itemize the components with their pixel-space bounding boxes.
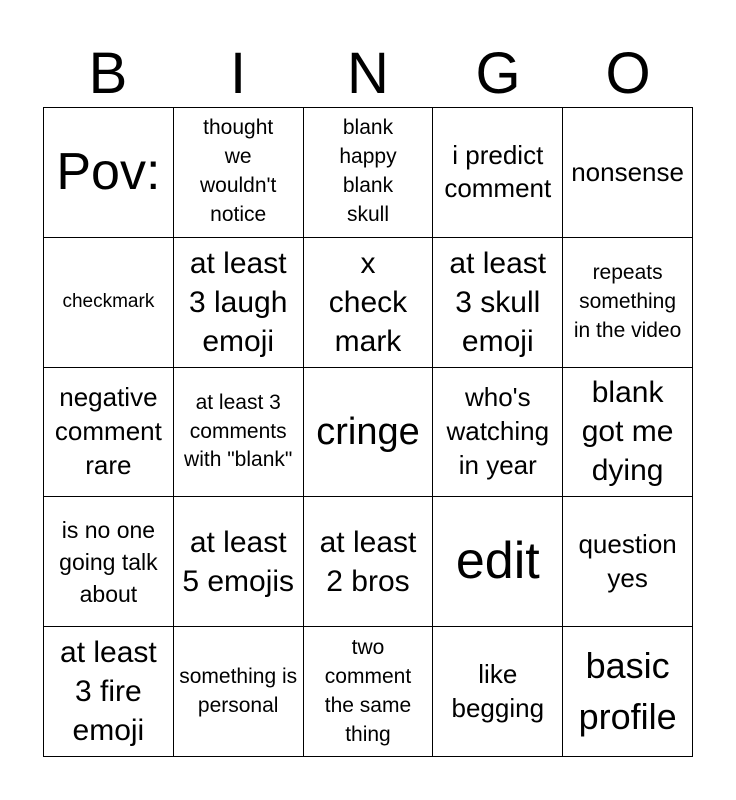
bingo-cell[interactable]	[44, 627, 174, 757]
cell-text: two comment the same thing	[324, 635, 412, 746]
bingo-cell[interactable]	[433, 238, 563, 368]
bingo-cell[interactable]	[304, 497, 434, 627]
bingo-cell[interactable]	[563, 108, 693, 238]
cell-text: thought we wouldn't notice	[199, 116, 277, 227]
bingo-cell[interactable]	[174, 108, 304, 238]
bingo-board	[43, 107, 693, 757]
header-letter-g: G	[475, 41, 521, 106]
bingo-header	[43, 40, 693, 108]
bingo-cell[interactable]	[44, 497, 174, 627]
bingo-cell[interactable]	[563, 497, 693, 627]
header-letter-o: O	[605, 41, 651, 106]
cell-text: negative comment rare	[54, 382, 162, 480]
cell-text: basic profile	[578, 645, 677, 737]
cell-text: cringe	[316, 410, 420, 453]
bingo-cell[interactable]	[174, 627, 304, 757]
cell-text: i predict comment	[444, 139, 552, 204]
header-letter-i: I	[229, 41, 247, 106]
cell-text: blank happy blank skull	[339, 116, 397, 227]
bingo-cell[interactable]	[433, 497, 563, 627]
bingo-cell[interactable]	[304, 368, 434, 498]
cell-text: checkmark	[62, 291, 155, 313]
cell-text: is no one going talk about	[59, 516, 158, 607]
cell-text: x check mark	[328, 246, 408, 358]
bingo-cell[interactable]	[174, 497, 304, 627]
header-letter-n: N	[347, 41, 389, 106]
header-letter-b: B	[88, 41, 128, 106]
cell-text: at least 3 skull emoji	[449, 246, 547, 358]
cell-text: at least 3 comments with "blank"	[184, 390, 293, 472]
bingo-cell[interactable]	[563, 627, 693, 757]
cell-text: at least 3 laugh emoji	[188, 246, 288, 358]
bingo-cell[interactable]	[44, 368, 174, 498]
cell-text: repeats something in the video	[573, 260, 682, 342]
bingo-cell[interactable]	[174, 368, 304, 498]
bingo-cell[interactable]	[44, 238, 174, 368]
cell-text: at least 3 fire emoji	[60, 636, 157, 748]
cell-text: at least 5 emojis	[182, 525, 295, 598]
bingo-cell[interactable]	[563, 238, 693, 368]
bingo-cell[interactable]	[304, 108, 434, 238]
bingo-cell[interactable]	[44, 108, 174, 238]
bingo-cell[interactable]	[563, 368, 693, 498]
cell-text: who's watching in year	[446, 382, 550, 480]
bingo-cell[interactable]	[304, 238, 434, 368]
bingo-cell[interactable]	[433, 108, 563, 238]
cell-text: nonsense	[571, 156, 684, 187]
bingo-cell[interactable]	[174, 238, 304, 368]
cell-text: like begging	[451, 658, 545, 723]
cell-text: edit	[455, 532, 540, 591]
cell-text: question yes	[578, 528, 677, 593]
cell-text: something is personal	[179, 664, 298, 717]
cell-text: blank got me dying	[581, 376, 674, 488]
cell-text: Pov:	[56, 142, 161, 201]
cell-text: at least 2 bros	[319, 525, 417, 598]
bingo-cell[interactable]	[304, 627, 434, 757]
bingo-cell[interactable]	[433, 627, 563, 757]
bingo-cell[interactable]	[433, 368, 563, 498]
